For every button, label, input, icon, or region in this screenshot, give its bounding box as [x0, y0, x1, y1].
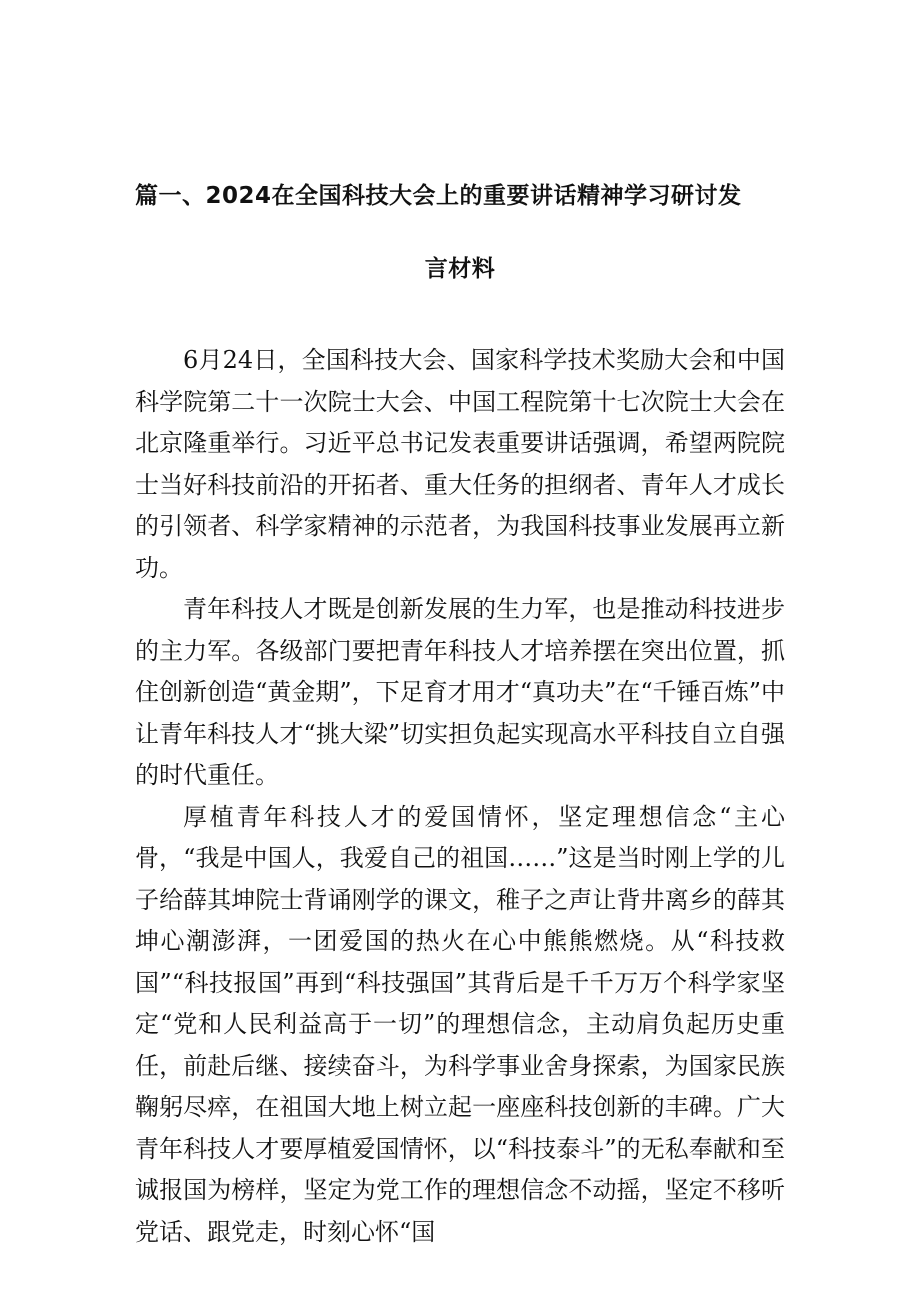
body-paragraph-1: 6月24日，全国科技大会、国家科学技术奖励大会和中国科学院第二十一次院士大会、中国工程院第十七次院士大会在北京隆重举行。习近平总书记发表重要讲话强调，希望两院院士当好科技前沿的开拓者、重大任务的担纲者、青年人才成长的引领者、科学家精神的示范者，为我国科技事业发展再立新功。: [135, 346, 785, 582]
document-title-line-1: 篇一、2024在全国科技大会上的重要讲话精神学习研讨发: [135, 183, 742, 209]
document-body: [135, 340, 785, 1253]
body-paragraph-3: 厚植青年科技人才的爱国情怀，坚定理想信念“主心骨，“我是中国人，我爱自己的祖国……”这是当时刚上学的儿子给薛其坤院士背诵刚学的课文，稚子之声让背井离乡的薛其坤心潮澎湃，一团爱国的热火在心中熊熊燃烧。从“科技救国”“科技报国”再到“科技强国”其背后是千千万万个科学家坚定“党和人民利益高于一切”的理想信念，主动肩负起历史重任，前赴后继、接续奋斗，为科学事业舍身探索，为国家民族鞠躬尽瘁，在祖国大地上树立起一座座科技创新的丰碑。广大青年科技人才要厚植爱国情怀，以“科技泰斗”的无私奉献和至诚报国为榜样，坚定为党工作的理想信念不动摇，坚定不移听党话、跟党走，时刻心怀“国: [135, 802, 785, 1246]
body-paragraph-2: 青年科技人才既是创新发展的生力军，也是推动科技进步的主力军。各级部门要把青年科技人才培养摆在突出位置，抓住创新创造“黄金期”，下足育才用才“真功夫”在“千锤百炼”中让青年科技人才“挑大梁”切实担负起实现高水平科技自立自强的时代重任。: [135, 595, 785, 789]
document-title-line-2: 言材料: [424, 256, 496, 282]
